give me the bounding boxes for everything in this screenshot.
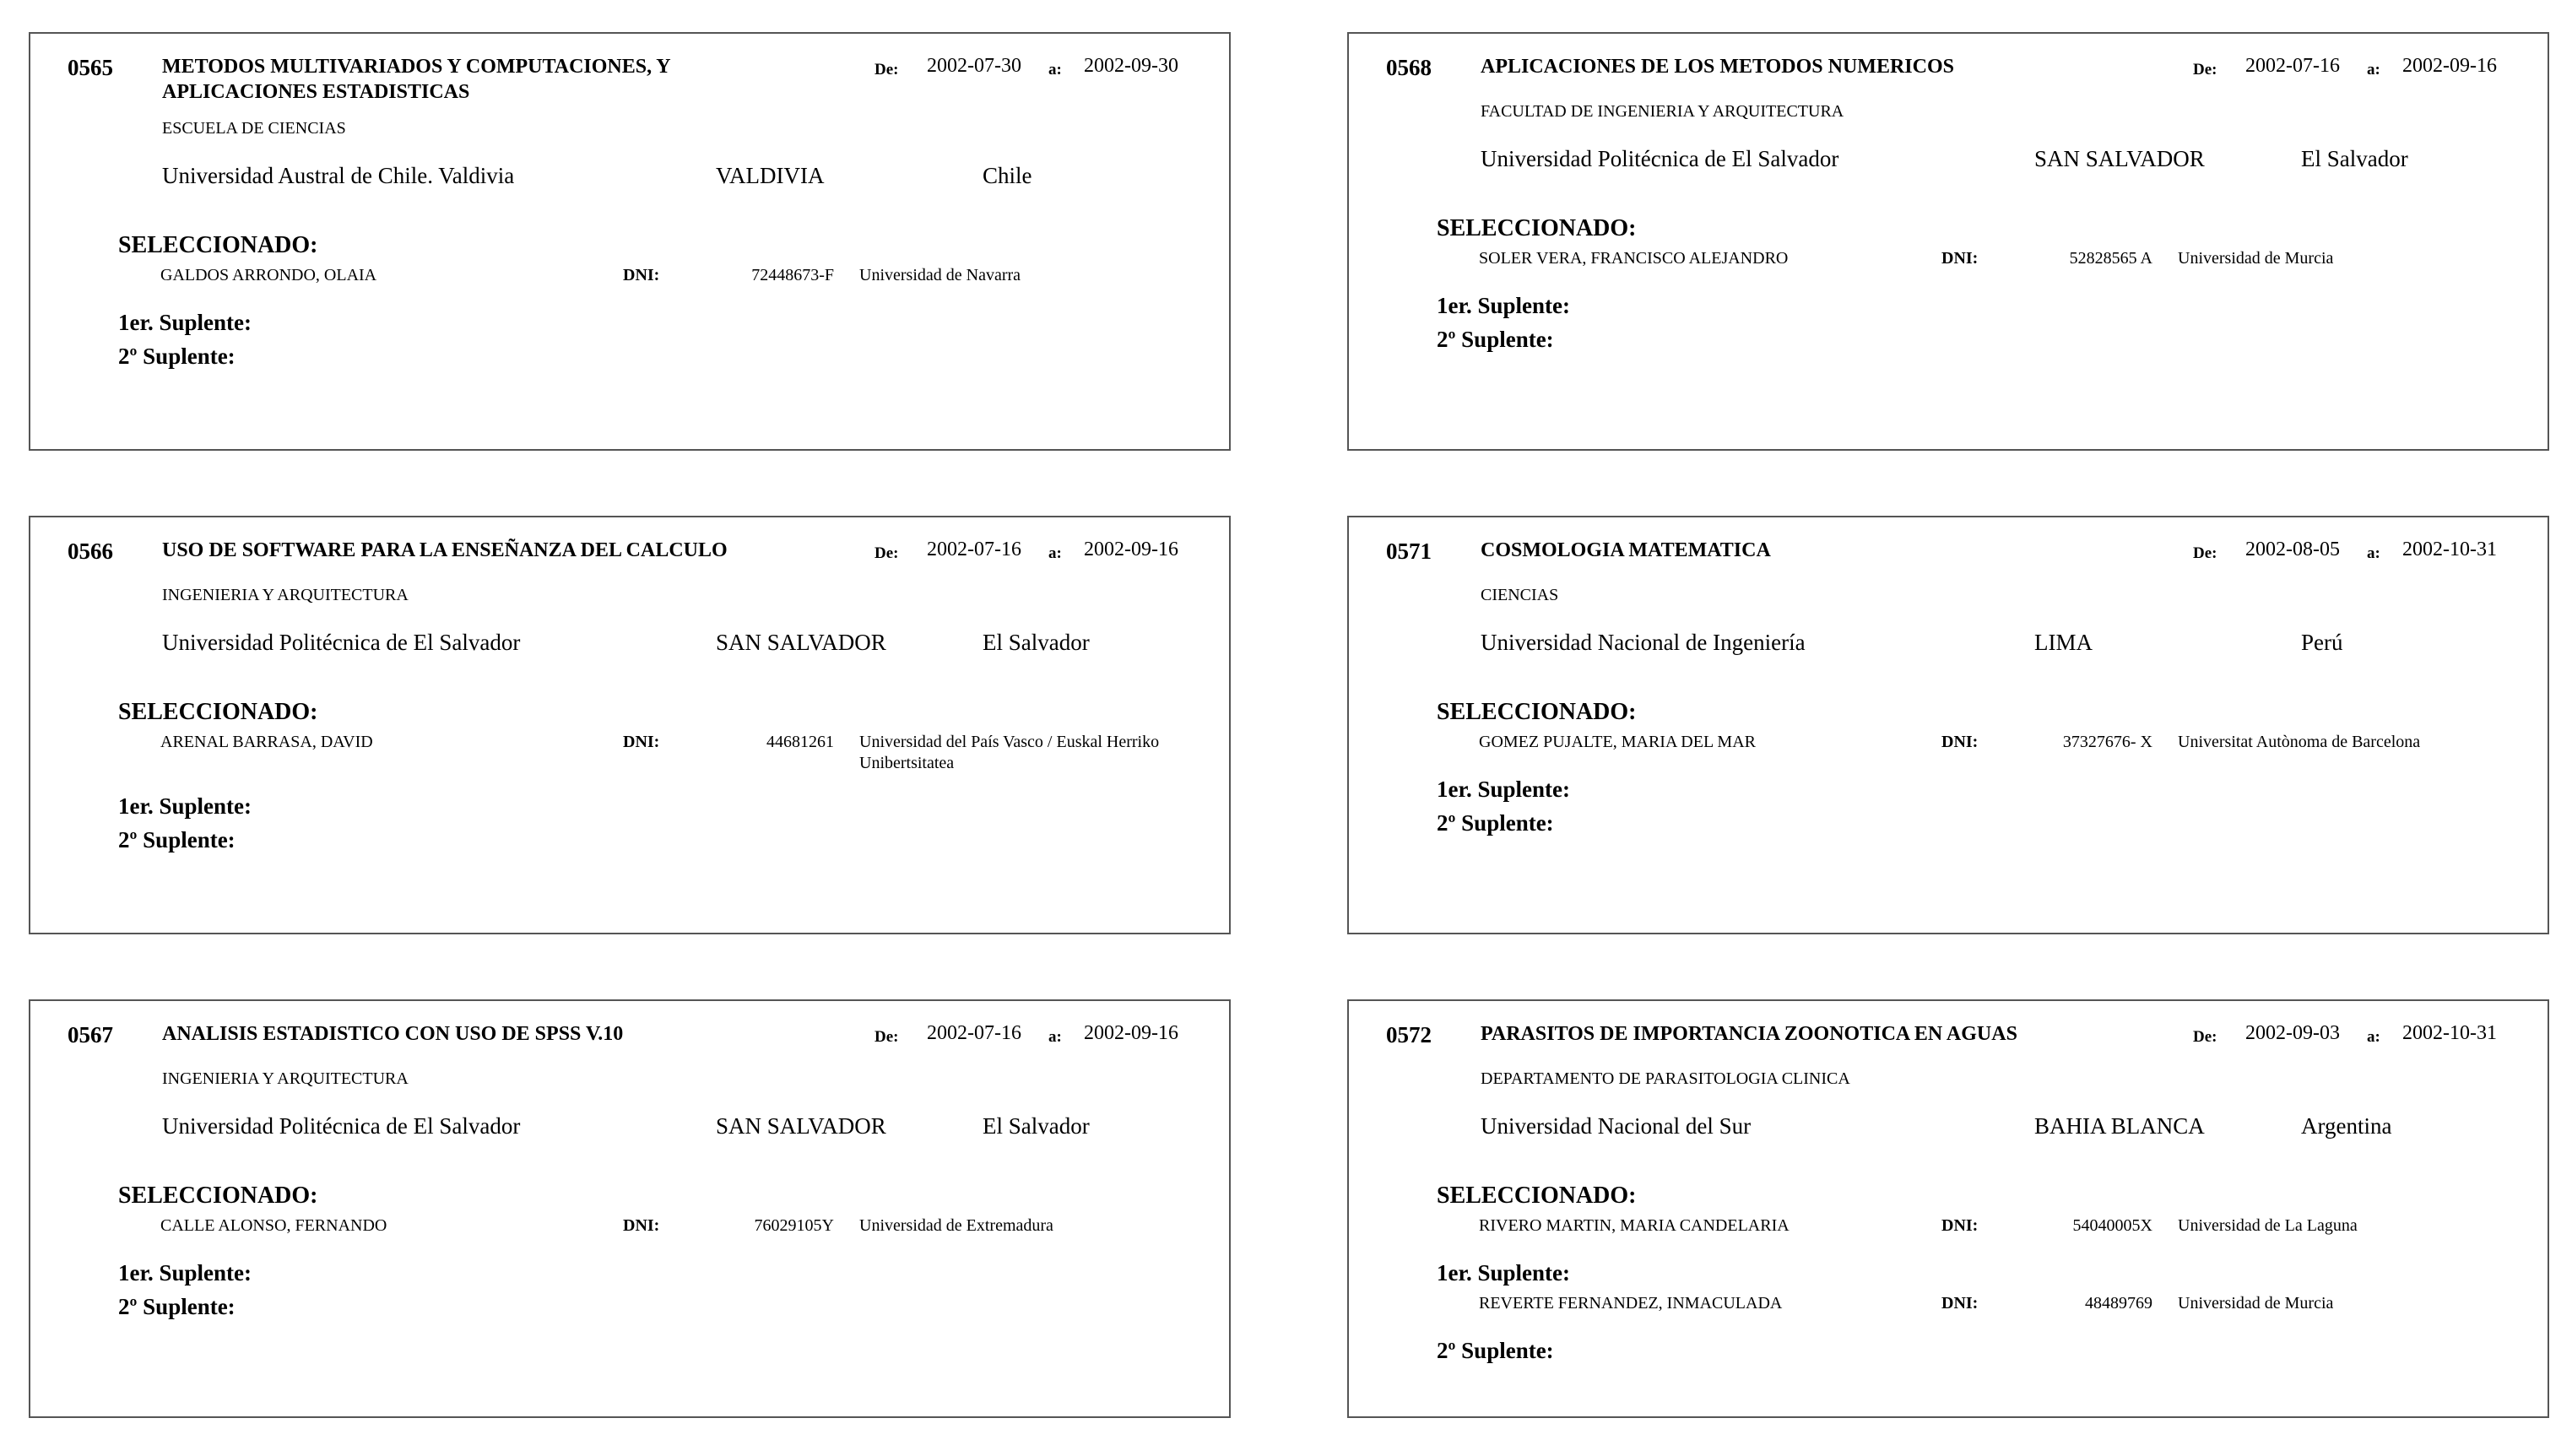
city: BAHIA BLANCA	[2034, 1113, 2205, 1139]
from-date: 2002-08-05	[2245, 539, 2340, 560]
suplente1-label: 1er. Suplente:	[118, 1260, 252, 1286]
to-label: a:	[2367, 1028, 2380, 1046]
suplente1-institution: Universidad de Murcia	[2178, 1294, 2334, 1313]
country: Chile	[983, 163, 1032, 188]
selected-name: ARENAL BARRASA, DAVID	[160, 733, 373, 751]
to-date: 2002-09-16	[2402, 55, 2497, 77]
from-label: De:	[874, 1028, 899, 1046]
selected-label: SELECCIONADO:	[118, 1183, 318, 1209]
suplente1-name: REVERTE FERNANDEZ, INMACULADA	[1479, 1294, 1783, 1313]
card-0571	[1347, 516, 2549, 934]
to-date: 2002-10-31	[2402, 1022, 2497, 1044]
course-title: COSMOLOGIA MATEMATICA	[1481, 539, 1771, 561]
city: VALDIVIA	[716, 163, 825, 188]
university: Universidad Nacional del Sur	[1481, 1113, 1752, 1139]
selected-name: GOMEZ PUJALTE, MARIA DEL MAR	[1479, 733, 1756, 751]
country: El Salvador	[983, 1113, 1090, 1139]
suplente1-label: 1er. Suplente:	[1437, 293, 1571, 318]
dni-label: DNI:	[1941, 249, 1979, 268]
university: Universidad Austral de Chile. Valdivia	[162, 163, 515, 188]
department: DEPARTAMENTO DE PARASITOLOGIA CLINICA	[1481, 1069, 1850, 1088]
card-0567	[29, 999, 1231, 1418]
from-date: 2002-07-16	[927, 539, 1021, 560]
card-0572	[1347, 999, 2549, 1418]
department: FACULTAD DE INGENIERIA Y ARQUITECTURA	[1481, 102, 1844, 121]
dni-label: DNI:	[1941, 1216, 1979, 1235]
department: INGENIERIA Y ARQUITECTURA	[162, 1069, 409, 1088]
dni-label: DNI:	[623, 266, 660, 284]
suplente2-label: 2º Suplente:	[1437, 327, 1554, 352]
university: Universidad Politécnica de El Salvador	[1481, 146, 1839, 171]
selected-institution: Universidad de La Laguna	[2178, 1216, 2358, 1235]
department: CIENCIAS	[1481, 586, 1559, 604]
selected-dni: 54040005X	[2072, 1216, 2152, 1235]
selected-dni: 76029105Y	[754, 1216, 834, 1235]
course-code: 0567	[68, 1022, 113, 1047]
course-code: 0571	[1386, 539, 1432, 564]
selected-institution: Universitat Autònoma de Barcelona	[2178, 733, 2421, 751]
course-code: 0572	[1386, 1022, 1432, 1047]
suplente2-label: 2º Suplente:	[1437, 1338, 1554, 1363]
selected-name: RIVERO MARTIN, MARIA CANDELARIA	[1479, 1216, 1790, 1235]
course-title: ANALISIS ESTADISTICO CON USO DE SPSS V.10	[162, 1023, 624, 1045]
selected-dni: 72448673-F	[751, 266, 834, 284]
card-0566	[29, 516, 1231, 934]
suplente1-label: 1er. Suplente:	[1437, 1260, 1571, 1286]
course-code: 0568	[1386, 55, 1432, 80]
selected-institution: Universidad de Navarra	[859, 266, 1021, 284]
course-title: APLICACIONES DE LOS METODOS NUMERICOS	[1481, 56, 1954, 78]
to-date: 2002-09-16	[1084, 1022, 1178, 1044]
selected-name: SOLER VERA, FRANCISCO ALEJANDRO	[1479, 249, 1789, 268]
department: ESCUELA DE CIENCIAS	[162, 119, 346, 138]
from-date: 2002-09-03	[2245, 1022, 2340, 1044]
selected-label: SELECCIONADO:	[1437, 699, 1637, 725]
selected-label: SELECCIONADO:	[1437, 215, 1637, 241]
suplente2-label: 2º Suplente:	[118, 827, 236, 852]
to-label: a:	[1048, 61, 1062, 78]
suplente2-label: 2º Suplente:	[118, 344, 236, 369]
to-date: 2002-09-30	[1084, 55, 1178, 77]
suplente1-dni: 48489769	[2085, 1294, 2152, 1313]
selected-institution: Universidad de Murcia	[2178, 249, 2334, 268]
from-date: 2002-07-16	[927, 1022, 1021, 1044]
country: El Salvador	[2301, 146, 2408, 171]
to-label: a:	[1048, 1028, 1062, 1046]
selected-dni: 52828565 A	[2069, 249, 2152, 268]
selected-name: CALLE ALONSO, FERNANDO	[160, 1216, 387, 1235]
to-label: a:	[1048, 544, 1062, 562]
suplente2-label: 2º Suplente:	[118, 1294, 236, 1319]
from-label: De:	[2193, 1028, 2217, 1046]
course-title: USO DE SOFTWARE PARA LA ENSEÑANZA DEL CALCULO	[162, 539, 728, 561]
course-code: 0565	[68, 55, 113, 80]
city: LIMA	[2034, 630, 2093, 655]
city: SAN SALVADOR	[716, 1113, 886, 1139]
city: SAN SALVADOR	[716, 630, 886, 655]
from-date: 2002-07-16	[2245, 55, 2340, 77]
suplente1-label: 1er. Suplente:	[118, 793, 252, 819]
from-label: De:	[874, 544, 899, 562]
card-0568	[1347, 32, 2549, 451]
to-date: 2002-10-31	[2402, 539, 2497, 560]
dni-label: DNI:	[623, 1216, 660, 1235]
selected-institution: Universidad del País Vasco / Euskal Herriko Unibertsitatea	[859, 733, 1160, 772]
selected-label: SELECCIONADO:	[118, 699, 318, 725]
from-label: De:	[2193, 544, 2217, 562]
university: Universidad Nacional de Ingeniería	[1481, 630, 1806, 655]
selected-dni: 44681261	[766, 733, 834, 751]
selected-name: GALDOS ARRONDO, OLAIA	[160, 266, 377, 284]
selected-dni: 37327676- X	[2062, 733, 2152, 751]
selected-label: SELECCIONADO:	[1437, 1183, 1637, 1209]
selected-institution: Universidad de Extremadura	[859, 1216, 1053, 1235]
from-label: De:	[874, 61, 899, 78]
card-0565	[29, 32, 1231, 451]
suplente1-label: 1er. Suplente:	[1437, 777, 1571, 802]
university: Universidad Politécnica de El Salvador	[162, 630, 521, 655]
selected-label: SELECCIONADO:	[118, 232, 318, 258]
course-code: 0566	[68, 539, 113, 564]
dni-label: DNI:	[1941, 733, 1979, 751]
course-title: PARASITOS DE IMPORTANCIA ZOONOTICA EN AGUAS	[1481, 1023, 2017, 1045]
department: INGENIERIA Y ARQUITECTURA	[162, 586, 409, 604]
to-date: 2002-09-16	[1084, 539, 1178, 560]
country: Argentina	[2301, 1113, 2392, 1139]
to-label: a:	[2367, 61, 2380, 78]
university: Universidad Politécnica de El Salvador	[162, 1113, 521, 1139]
country: Perú	[2301, 630, 2343, 655]
course-title: METODOS MULTIVARIADOS Y COMPUTACIONES, Y APLICACIONES ESTADISTICAS	[162, 56, 670, 103]
suplente2-label: 2º Suplente:	[1437, 810, 1554, 836]
dni-label: DNI:	[623, 733, 660, 751]
dni-label: DNI:	[1941, 1294, 1979, 1313]
city: SAN SALVADOR	[2034, 146, 2205, 171]
from-label: De:	[2193, 61, 2217, 78]
suplente1-label: 1er. Suplente:	[118, 310, 252, 335]
to-label: a:	[2367, 544, 2380, 562]
country: El Salvador	[983, 630, 1090, 655]
from-date: 2002-07-30	[927, 55, 1021, 77]
